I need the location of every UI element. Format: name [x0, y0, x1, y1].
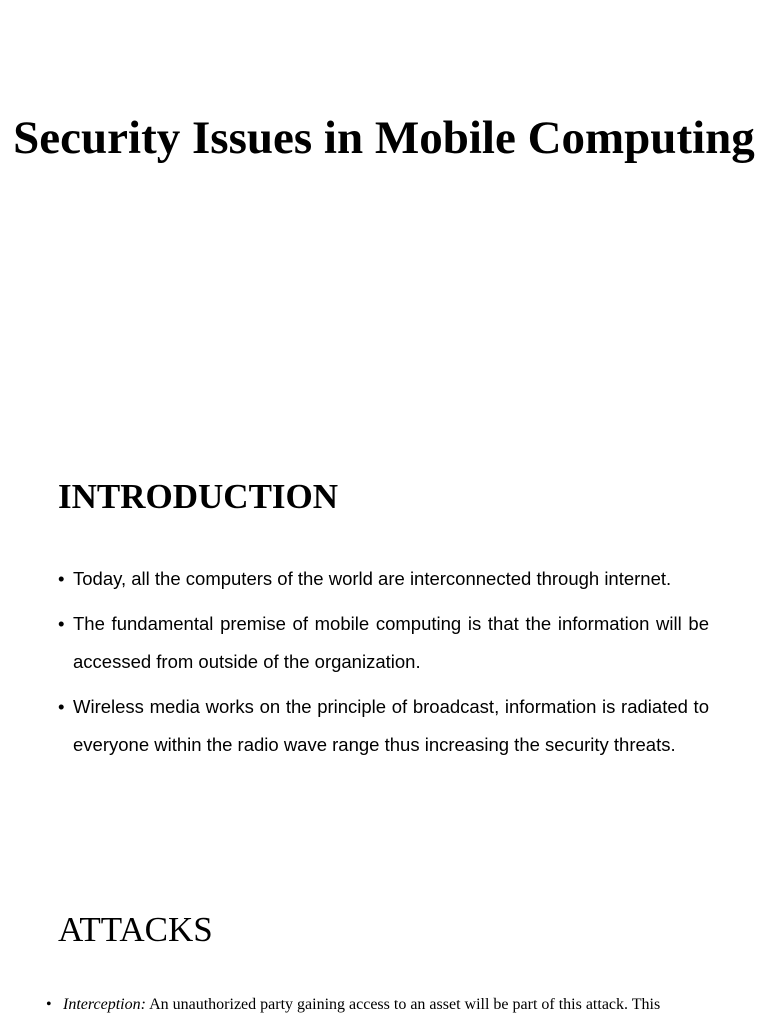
- title-slide: [0, 0, 768, 430]
- attack-description: An unauthorized party gaining access to an asset will be part of this attack. This: [149, 996, 661, 1013]
- attack-item-interception: [46, 994, 726, 1016]
- introduction-bullet-2: • The fundamental premise of mobile computing is that the information will be accessed from outside of the organization.: [58, 605, 709, 681]
- attack-term: Interception:: [63, 996, 146, 1013]
- introduction-heading: INTRODUCTION: [58, 477, 339, 516]
- introduction-bullet-3: • Wireless media works on the principle of broadcast, information is radiated to everyone within the radio wave range thus increasing the security threats.: [58, 688, 709, 764]
- introduction-bullet-list: [58, 560, 709, 771]
- introduction-bullet-1: • Today, all the computers of the world are interconnected through internet.: [58, 560, 709, 598]
- bullet-icon: •: [46, 996, 52, 1013]
- attacks-slide: [0, 860, 768, 1024]
- presentation-title: Security Issues in Mobile Computing: [13, 112, 755, 164]
- introduction-slide: [0, 430, 768, 860]
- attacks-heading: ATTACKS: [58, 910, 213, 949]
